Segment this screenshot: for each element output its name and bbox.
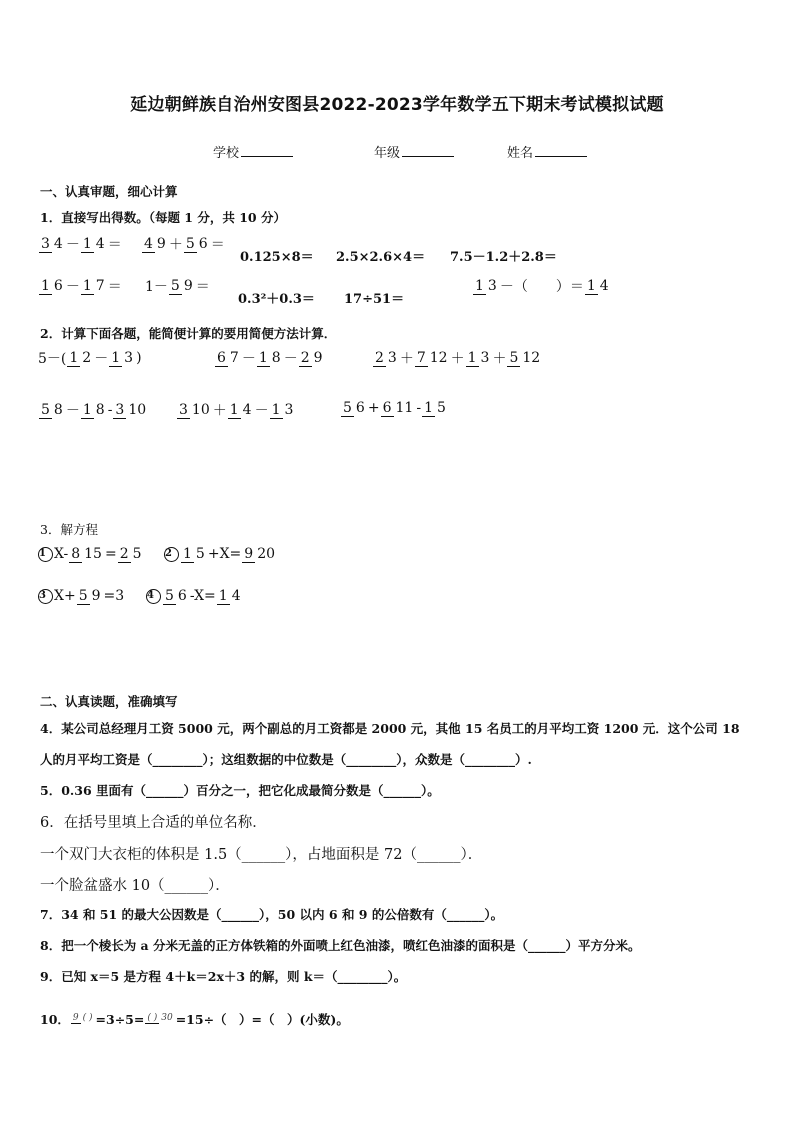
numerator: 5 — [78, 587, 88, 604]
q1-item-5: 7.5－1.2＋2.8＝ — [450, 250, 557, 265]
q10-label: 10． — [40, 1012, 70, 1027]
denominator: 4 — [242, 401, 252, 418]
numerator: 5 — [41, 401, 50, 418]
numerator: 7 — [416, 349, 426, 366]
numerator: 4 — [144, 235, 153, 252]
denominator: 8 — [271, 349, 281, 366]
math-token: ＝ — [210, 237, 225, 253]
math-token: － — [283, 351, 298, 367]
denominator: 12 — [429, 349, 448, 366]
math-token: ＋ — [450, 351, 465, 367]
math-token: +X= — [207, 546, 242, 562]
math-token: － — [65, 237, 80, 253]
denominator: 6 — [355, 399, 365, 416]
math-token: ) — [136, 350, 142, 366]
q1-item-6 — [38, 276, 122, 296]
q1-item-10 — [472, 276, 612, 296]
q2-item-b — [214, 348, 326, 368]
denominator: 10 — [128, 401, 147, 418]
fraction — [466, 351, 492, 366]
fraction — [184, 237, 210, 252]
fraction — [81, 237, 107, 252]
q1-item-3: 0.125×8＝ — [240, 250, 314, 265]
numerator: 1 — [82, 401, 92, 418]
math-token: + — [367, 400, 380, 416]
numerator: 5 — [343, 399, 352, 416]
numerator: 5 — [509, 349, 519, 366]
fraction — [169, 279, 195, 294]
denominator: 7 — [229, 349, 239, 366]
numerator: 5 — [170, 277, 180, 294]
numerator: 1 — [586, 277, 596, 294]
q3-item-3 — [38, 588, 124, 604]
denominator: 4 — [53, 235, 63, 252]
denominator: ( ) — [82, 1013, 93, 1024]
q4-line2: 人的月平均工资是（________）；这组数据的中位数是（________），众数是（________）. — [40, 752, 532, 767]
q1-item-9: 17÷51＝ — [344, 292, 405, 307]
fraction — [473, 279, 499, 294]
denominator: 2 — [82, 349, 92, 366]
denominator: 3 — [124, 349, 134, 366]
numerator: 8 — [71, 545, 81, 562]
school-label: 学校 — [213, 146, 240, 161]
fraction — [77, 589, 103, 604]
grade-label: 年级 — [374, 146, 401, 161]
q2-item-a — [38, 348, 142, 368]
fraction — [341, 401, 367, 416]
fraction — [242, 547, 277, 562]
grade-field[interactable] — [374, 142, 454, 161]
math-token: － — [65, 403, 80, 419]
math-token: X+ — [54, 588, 76, 604]
q1-item-2 — [141, 234, 225, 254]
math-token: ＝ — [195, 279, 210, 295]
math-token: =3÷5= — [95, 1011, 145, 1027]
numerator: 1 — [218, 587, 228, 604]
numerator: 2 — [119, 545, 129, 562]
page-title: 延边朝鲜族自治州安图县2022-2023学年数学五下期末考试模拟试题 — [130, 95, 664, 115]
q2-item-c — [372, 348, 543, 368]
q1-item-7 — [145, 276, 210, 296]
fraction — [113, 403, 148, 418]
numerator: 1 — [82, 277, 92, 294]
math-token: =15÷（ ）=（ ）(小数)。 — [175, 1012, 349, 1027]
q2-item-d — [38, 400, 149, 420]
math-token: 1－ — [145, 279, 168, 295]
numerator: 1 — [424, 399, 433, 416]
school-field[interactable] — [213, 142, 293, 161]
fraction — [39, 279, 65, 294]
denominator: 9 — [183, 277, 193, 294]
school-blank[interactable] — [241, 142, 293, 157]
q7: 7．34 和 51 的最大公因数是（______），50 以内 6 和 9 的公倍数有（______）。 — [40, 907, 504, 922]
q2-item-e — [176, 400, 296, 420]
denominator: 3 — [284, 401, 294, 418]
q8: 8．把一个棱长为 a 分米无盖的正方体铁箱的外面喷上红色油漆，喷红色油漆的面积是（______）平方分米。 — [40, 938, 641, 953]
numerator: 1 — [111, 349, 121, 366]
math-token: ＋ — [168, 237, 183, 253]
denominator: 8 — [53, 401, 63, 418]
q6-line2: 一个双门大衣柜的体积是 1.5（______），占地面积是 72（______）． — [40, 847, 483, 863]
numerator: 1 — [271, 401, 281, 418]
fraction — [299, 351, 325, 366]
math-token: － — [94, 351, 109, 367]
numerator: 5 — [165, 587, 174, 604]
denominator: 12 — [522, 349, 541, 366]
q5: 5．0.36 里面有（______）百分之一，把它化成最简分数是（______）。 — [40, 783, 440, 798]
numerator: 1 — [183, 545, 192, 562]
math-token: ＋ — [212, 403, 227, 419]
fraction — [69, 547, 104, 562]
fraction — [257, 351, 283, 366]
circled-number: 1 — [38, 547, 53, 562]
q6-line3: 一个脸盆盛水 10（______）． — [40, 878, 230, 894]
fraction — [81, 403, 107, 418]
denominator: 4 — [599, 277, 609, 294]
math-token: =3 — [103, 588, 125, 604]
q10 — [40, 1010, 349, 1028]
denominator: 11 — [395, 399, 414, 416]
denominator: 6 — [177, 587, 187, 604]
fraction — [67, 351, 93, 366]
numerator: ( ) — [147, 1013, 158, 1024]
q4-line1: 4．某公司总经理月工资 5000 元，两个副总的月工资都是 2000 元，其他 15 名员工的月平均工资 1200 元．这个公司 18 — [40, 721, 740, 736]
circled-number: 2 — [164, 547, 179, 562]
numerator: 5 — [185, 235, 195, 252]
denominator: 30 — [161, 1013, 173, 1024]
fraction — [39, 237, 65, 252]
q1-item-4: 2.5×2.6×4＝ — [336, 250, 426, 265]
math-token: = — [104, 546, 117, 562]
math-token: －（ ）＝ — [499, 279, 584, 295]
numerator: 3 — [115, 401, 125, 418]
q3-item-2 — [164, 546, 278, 562]
math-token: ＝ — [107, 237, 122, 253]
math-token: ＝ — [107, 279, 122, 295]
denominator: 6 — [198, 235, 208, 252]
q6-line1: 6．在括号里填上合适的单位名称． — [40, 815, 267, 831]
math-token: ＋ — [399, 351, 414, 367]
q2-label: 2．计算下面各题，能简便计算的要用简便方法计算． — [40, 326, 337, 341]
denominator: 8 — [95, 401, 105, 418]
name-field[interactable] — [507, 142, 587, 161]
q1-item-1 — [38, 234, 122, 254]
math-token: -X= — [189, 588, 216, 604]
fraction — [373, 351, 399, 366]
math-token: X- — [54, 546, 69, 562]
fraction — [163, 589, 189, 604]
numerator: 1 — [467, 349, 477, 366]
fraction — [585, 279, 611, 294]
numerator: 6 — [382, 399, 392, 416]
denominator: 7 — [95, 277, 105, 294]
denominator: 3 — [487, 277, 497, 294]
numerator: 3 — [41, 235, 50, 252]
q1-item-8: 0.3²＋0.3＝ — [238, 292, 315, 307]
fraction — [217, 589, 243, 604]
fraction — [118, 547, 144, 562]
denominator: 4 — [95, 235, 105, 252]
q9: 9．已知 x＝5 是方程 4＋k＝2x＋3 的解，则 k＝（________）。 — [40, 969, 407, 984]
numerator: 9 — [244, 545, 254, 562]
fraction — [81, 279, 107, 294]
denominator: 4 — [231, 587, 241, 604]
name-label: 姓名 — [507, 146, 534, 161]
denominator: 6 — [53, 277, 63, 294]
denominator: 9 — [156, 235, 166, 252]
numerator: 1 — [475, 277, 484, 294]
numerator: 1 — [69, 349, 79, 366]
fraction — [215, 351, 241, 366]
math-token: － — [241, 351, 256, 367]
fraction — [145, 1014, 174, 1023]
denominator: 5 — [436, 399, 446, 416]
fraction — [177, 403, 212, 418]
denominator: 10 — [191, 401, 210, 418]
math-token: 5－( — [38, 351, 67, 367]
q3-item-1 — [38, 546, 145, 562]
math-token: - — [416, 400, 422, 416]
numerator: 1 — [41, 277, 50, 294]
section2-heading: 二、认真读题，准确填写 — [40, 694, 178, 709]
denominator: 5 — [195, 545, 205, 562]
fraction — [71, 1014, 95, 1023]
fraction — [270, 403, 296, 418]
grade-blank[interactable] — [402, 142, 454, 157]
numerator: 2 — [300, 349, 310, 366]
circled-number: 3 — [38, 589, 53, 604]
denominator: 20 — [257, 545, 276, 562]
numerator: 9 — [72, 1013, 79, 1024]
fraction — [142, 237, 168, 252]
denominator: 9 — [91, 587, 101, 604]
denominator: 9 — [313, 349, 323, 366]
numerator: 6 — [217, 349, 226, 366]
denominator: 15 — [84, 545, 102, 562]
fraction — [507, 351, 542, 366]
math-token: ＋ — [492, 351, 507, 367]
name-blank[interactable] — [535, 142, 587, 157]
math-token: － — [254, 403, 269, 419]
numerator: 1 — [258, 349, 268, 366]
fraction — [422, 401, 448, 416]
denominator: 3 — [387, 349, 397, 366]
q3-item-4 — [146, 588, 244, 604]
fraction — [109, 351, 135, 366]
q1-label: 1．直接写出得数。（每题 1 分，共 10 分） — [40, 210, 286, 225]
fraction — [181, 547, 207, 562]
numerator: 3 — [179, 401, 188, 418]
circled-number: 4 — [146, 589, 161, 604]
numerator: 1 — [82, 235, 92, 252]
numerator: 1 — [229, 401, 239, 418]
q2-item-f — [340, 400, 449, 416]
fraction — [381, 401, 416, 416]
fraction — [415, 351, 450, 366]
section1-heading: 一、认真审题，细心计算 — [40, 184, 178, 199]
numerator: 2 — [375, 349, 384, 366]
denominator: 5 — [132, 545, 142, 562]
math-token: - — [107, 402, 113, 418]
q3-label: 3．解方程 — [40, 522, 98, 537]
fraction — [39, 403, 65, 418]
fraction — [228, 403, 254, 418]
denominator: 3 — [480, 349, 490, 366]
math-token: － — [65, 279, 80, 295]
